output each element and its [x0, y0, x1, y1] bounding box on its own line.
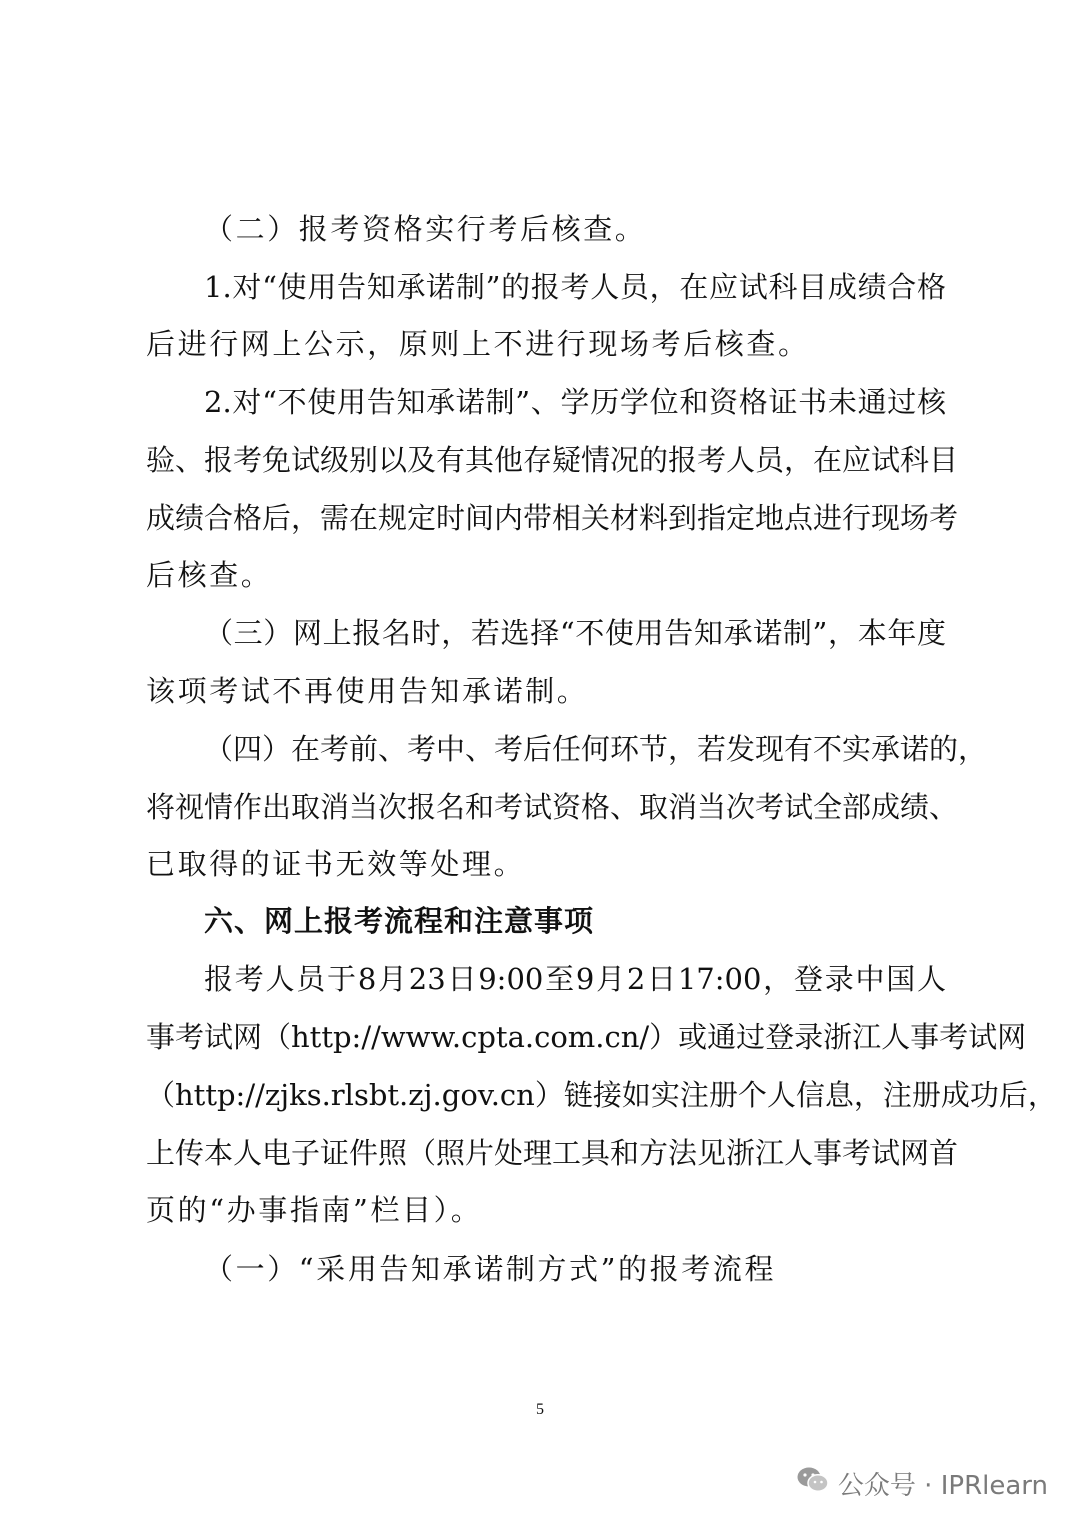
paragraph-line: 后进行网上公示，原则上不进行现场考后核查。 [146, 327, 810, 361]
paragraph-line: 验、报考免试级别以及有其他存疑情况的报考人员，在应试科目 [146, 443, 959, 477]
paragraph-line: 事考试网（http://www.cpta.com.cn/）或通过登录浙江人事考试网 [146, 1020, 1027, 1054]
page-number: 5 [536, 1401, 544, 1418]
subsection-heading: （一）“采用告知承诺制方式”的报考流程 [204, 1252, 777, 1286]
paragraph-line: 后核查。 [146, 558, 273, 592]
paragraph-line: 成绩合格后，需在规定时间内带相关材料到指定地点进行现场考 [146, 501, 959, 535]
paragraph-line: （http://zjks.rlsbt.zj.gov.cn）链接如实注册个人信息，注册成功后， [146, 1078, 1057, 1112]
section-heading: 六、网上报考流程和注意事项 [204, 904, 595, 938]
paragraph-line: 1.对“使用告知承诺制”的报考人员，在应试科目成绩合格 [204, 270, 946, 304]
paragraph-line: 页的“办事指南”栏目）。 [146, 1193, 483, 1227]
paragraph-line: （三）网上报名时，若选择“不使用告知承诺制”，本年度 [204, 616, 946, 650]
paragraph-line: 已取得的证书无效等处理。 [146, 847, 526, 881]
wechat-icon [796, 1465, 830, 1502]
watermark [796, 1461, 1048, 1505]
paragraph-line: 上传本人电子证件照（照片处理工具和方法见浙江人事考试网首 [146, 1136, 959, 1170]
paragraph-line: 报考人员于8月23日9:00至9月2日17:00，登录中国人 [204, 962, 946, 996]
paragraph-line: 该项考试不再使用告知承诺制。 [146, 674, 589, 708]
paragraph-line: （四）在考前、考中、考后任何环节，若发现有不实承诺的， [204, 732, 988, 766]
paragraph-line: （二）报考资格实行考后核查。 [204, 212, 647, 246]
paragraph-line: 2.对“不使用告知承诺制”、学历学位和资格证书未通过核 [204, 385, 946, 419]
paragraph-line: 将视情作出取消当次报名和考试资格、取消当次考试全部成绩、 [146, 790, 959, 824]
watermark-text: 公众号 · IPRlearn [837, 1470, 1048, 1501]
